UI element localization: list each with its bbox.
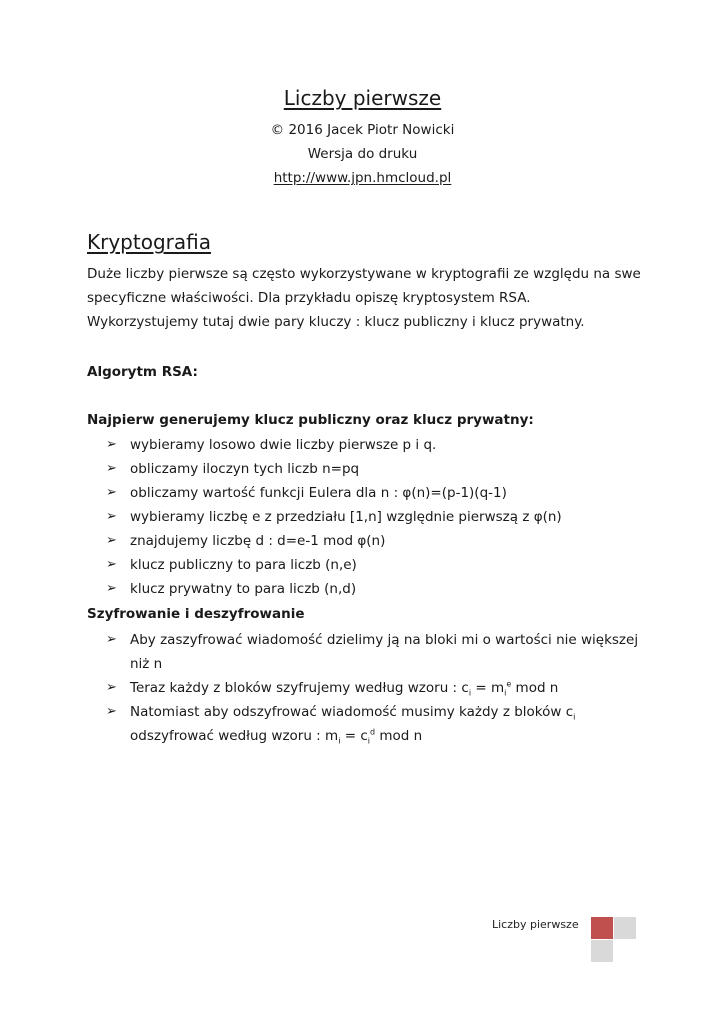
arrow-right-icon: ➢ bbox=[106, 485, 117, 500]
list-item-text: obliczamy wartość funkcji Eulera dla n : φ(n)=(p-1)(q-1) bbox=[130, 485, 507, 501]
intro-line: Wykorzystujemy tutaj dwie pary kluczy : klucz publiczny i klucz prywatny. bbox=[87, 314, 585, 330]
formula-text: mod n bbox=[375, 728, 423, 744]
list-item bbox=[106, 700, 651, 748]
version-line: Wersja do druku bbox=[307, 146, 418, 162]
arrow-right-icon: ➢ bbox=[106, 533, 117, 548]
footer-gray-square bbox=[614, 917, 636, 939]
footer-label: Liczby pierwsze bbox=[492, 918, 579, 931]
encryption-list bbox=[106, 628, 651, 748]
arrow-right-icon: ➢ bbox=[106, 557, 117, 572]
superscript: d bbox=[369, 727, 376, 737]
arrow-right-icon: ➢ bbox=[106, 461, 117, 476]
section-title: Kryptografia bbox=[87, 230, 211, 254]
list-item bbox=[106, 457, 651, 481]
intro-paragraph bbox=[87, 262, 647, 334]
list-item bbox=[106, 676, 651, 700]
footer-gray-square bbox=[591, 940, 613, 962]
subscript: i bbox=[367, 736, 370, 746]
formula-text: = m bbox=[471, 680, 505, 696]
list-item-text: znajdujemy liczbę d : d=e-1 mod φ(n) bbox=[130, 533, 386, 549]
list-item bbox=[106, 505, 651, 529]
subscript: i bbox=[504, 688, 507, 698]
list-item-text: klucz prywatny to para liczb (n,d) bbox=[130, 581, 357, 597]
arrow-right-icon: ➢ bbox=[106, 680, 117, 695]
formula-text: mod n bbox=[511, 680, 559, 696]
keygen-list bbox=[106, 433, 651, 601]
list-item-text bbox=[130, 680, 558, 696]
encryption-heading: Szyfrowanie i deszyfrowanie bbox=[87, 606, 305, 622]
website-link[interactable]: http://www.jpn.hmcloud.pl bbox=[273, 170, 452, 186]
list-item-text: obliczamy iloczyn tych liczb n=pq bbox=[130, 461, 360, 477]
list-item bbox=[106, 553, 651, 577]
list-item bbox=[106, 481, 651, 505]
keygen-heading: Najpierw generujemy klucz publiczny oraz klucz prywatny: bbox=[87, 412, 534, 428]
algorithm-heading: Algorytm RSA: bbox=[87, 364, 198, 380]
list-item-text: Aby zaszyfrować wiadomość dzielimy ją na bloki mi o wartości nie większej niż n bbox=[130, 632, 639, 672]
copyright-line: © 2016 Jacek Piotr Nowicki bbox=[270, 122, 455, 138]
formula-text: = c bbox=[340, 728, 368, 744]
list-item-text: wybieramy liczbę e z przedziału [1,n] względnie pierwszą z φ(n) bbox=[130, 509, 562, 525]
list-item bbox=[106, 529, 651, 553]
list-item-text: klucz publiczny to para liczb (n,e) bbox=[130, 557, 357, 573]
superscript: e bbox=[506, 679, 512, 689]
footer-accent-square bbox=[591, 917, 613, 939]
intro-line: Duże liczby pierwsze są często wykorzystywane w kryptografii ze względu na swe bbox=[87, 266, 641, 282]
arrow-right-icon: ➢ bbox=[106, 704, 117, 719]
intro-line: specyficzne właściwości. Dla przykładu opiszę kryptosystem RSA. bbox=[87, 290, 531, 306]
document-title: Liczby pierwsze bbox=[283, 86, 442, 110]
subscript: i bbox=[468, 688, 472, 698]
list-item bbox=[106, 628, 651, 676]
formula-text: Natomiast aby odszyfrować wiadomość musimy każdy z bloków c bbox=[130, 704, 574, 720]
arrow-right-icon: ➢ bbox=[106, 509, 117, 524]
arrow-right-icon: ➢ bbox=[106, 632, 117, 647]
arrow-right-icon: ➢ bbox=[106, 437, 117, 452]
arrow-right-icon: ➢ bbox=[106, 581, 117, 596]
subscript: i bbox=[573, 712, 576, 722]
list-item bbox=[106, 577, 651, 601]
subscript: i bbox=[338, 736, 341, 746]
formula-text: Teraz każdy z bloków szyfrujemy według wzoru : c bbox=[130, 680, 469, 696]
list-item-text: wybieramy losowo dwie liczby pierwsze p i q. bbox=[130, 437, 437, 453]
list-item bbox=[106, 433, 651, 457]
list-item-text bbox=[130, 704, 575, 744]
formula-text: odszyfrować według wzoru : m bbox=[130, 728, 339, 744]
